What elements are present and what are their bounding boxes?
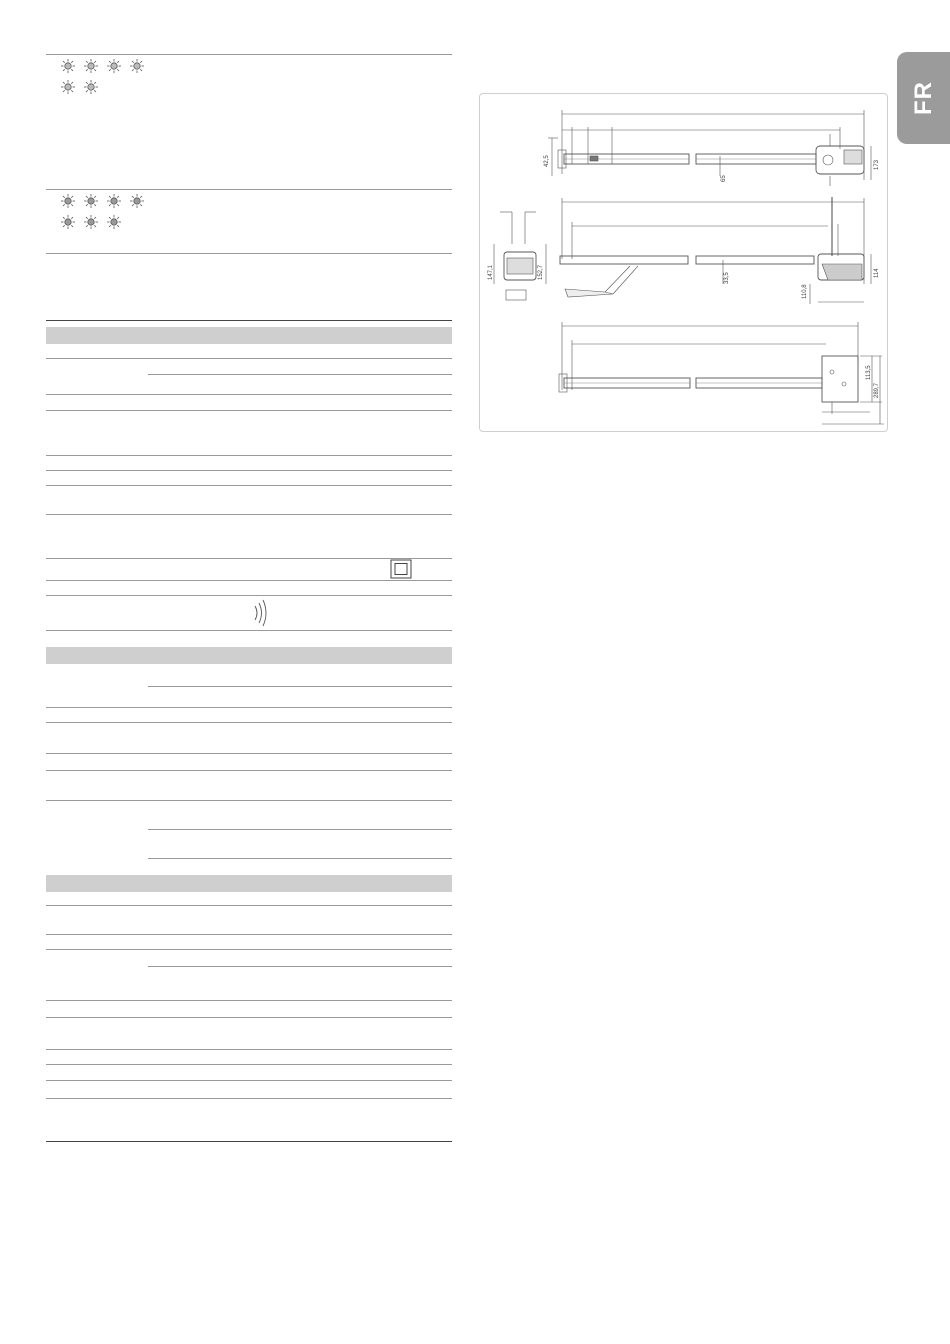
table-row-rule — [46, 1080, 452, 1081]
led-blink-icon — [84, 80, 98, 94]
table-section-header — [46, 647, 452, 664]
divider — [46, 54, 452, 55]
table-row-rule — [46, 934, 452, 935]
led-blink-icon — [61, 59, 75, 73]
table-row-rule — [46, 753, 452, 754]
table-subrow-rule — [148, 966, 452, 967]
dimension-label: 173 — [874, 159, 880, 170]
dimension-label: 65 — [721, 175, 727, 182]
led-blink-icon — [130, 59, 144, 73]
table-row-rule — [46, 905, 452, 906]
table-row-rule — [46, 595, 452, 596]
dimension-label: 33,5 — [724, 272, 730, 284]
dimension-label: 147,1 — [488, 264, 494, 280]
led-blink-icon — [107, 59, 121, 73]
dimension-drawing — [480, 94, 887, 431]
table-row-rule — [46, 770, 452, 771]
radio-wave-icon — [250, 598, 270, 630]
table-subrow-rule — [148, 858, 452, 859]
table-row-rule — [46, 707, 452, 708]
dimension-label: 114 — [874, 268, 880, 278]
table-row-rule — [46, 630, 452, 631]
table-row-rule — [46, 1064, 452, 1065]
table-row-rule — [46, 470, 452, 471]
table-row-rule — [46, 949, 452, 950]
dimension-label: 152,7 — [538, 264, 544, 280]
table-row-rule — [46, 1000, 452, 1001]
table-row-rule — [46, 800, 452, 801]
table-row-rule — [46, 580, 452, 581]
led-blink-icon — [107, 215, 121, 229]
table-subrow-rule — [148, 686, 452, 687]
table-row-rule — [46, 455, 452, 456]
led-blink-icon — [61, 215, 75, 229]
table-row-rule — [46, 514, 452, 515]
table-row-rule — [46, 485, 452, 486]
table-row-rule — [46, 1017, 452, 1018]
table-top-rule — [46, 320, 452, 321]
led-blink-icon — [61, 194, 75, 208]
led-blink-icon — [84, 215, 98, 229]
table-row-rule — [46, 1098, 452, 1099]
table-row-rule — [46, 358, 452, 359]
table-subrow-rule — [148, 829, 452, 830]
dimension-label: 42,5 — [544, 155, 550, 167]
led-blink-icon — [84, 194, 98, 208]
double-insulation-square-icon — [389, 558, 413, 580]
language-tab[interactable] — [897, 52, 950, 144]
divider — [46, 189, 452, 190]
table-subrow-rule — [148, 374, 452, 375]
led-blink-icon — [61, 80, 75, 94]
led-blink-icon-group-a — [56, 58, 156, 98]
led-blink-icon-group-b — [56, 193, 156, 233]
table-row-rule — [46, 394, 452, 395]
dimension-drawing-panel — [479, 93, 888, 432]
led-blink-icon — [107, 194, 121, 208]
table-row-rule — [46, 722, 452, 723]
divider — [46, 253, 452, 254]
dimension-label: 113,5 — [866, 365, 872, 380]
table-row-rule — [46, 410, 452, 411]
table-section-header — [46, 875, 452, 892]
table-section-header — [46, 327, 452, 344]
table-row-rule — [46, 1049, 452, 1050]
led-blink-icon — [84, 59, 98, 73]
dimension-label: 110,8 — [802, 284, 808, 299]
table-bottom-rule — [46, 1141, 452, 1142]
dimension-label: 289,7 — [874, 382, 880, 398]
led-blink-icon — [130, 194, 144, 208]
language-tab-label: FR — [909, 81, 937, 115]
